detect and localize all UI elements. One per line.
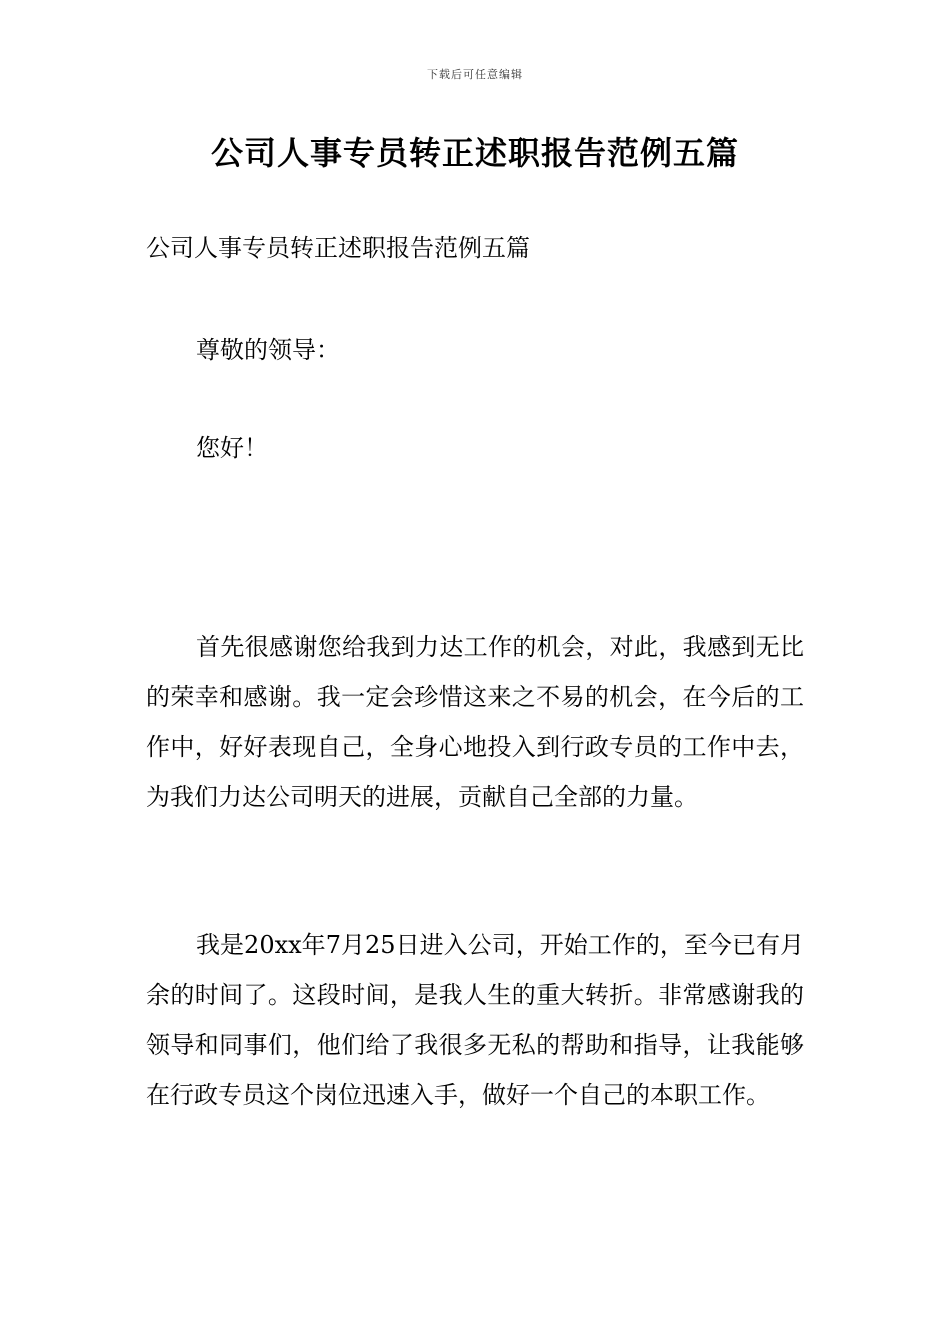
- greeting: 您好！: [196, 434, 268, 462]
- body-paragraph-2: 我是20xx年7月25日进入公司，开始工作的，至今已有月余的时间了。这段时间，是我人生的重大转折。非常感谢我的领导和同事们，他们给了我很多无私的帮助和指导，让我能够在行政专员这个岗位迅速入手，做好一个自己的本职工作。: [146, 931, 804, 1109]
- header-note: 下载后可任意编辑: [427, 68, 523, 81]
- body-paragraph-1: 首先很感谢您给我到力达工作的机会，对此，我感到无比的荣幸和感谢。我一定会珍惜这来之不易的机会，在今后的工作中，好好表现自己，全身心地投入到行政专员的工作中去，为我们力达公司明天的进展，贡献自己全部的力量。: [146, 633, 804, 811]
- salutation: 尊敬的领导：: [196, 336, 340, 364]
- document-title: 公司人事专员转正述职报告范例五篇: [210, 134, 739, 172]
- document-subtitle: 公司人事专员转正述职报告范例五篇: [146, 234, 530, 262]
